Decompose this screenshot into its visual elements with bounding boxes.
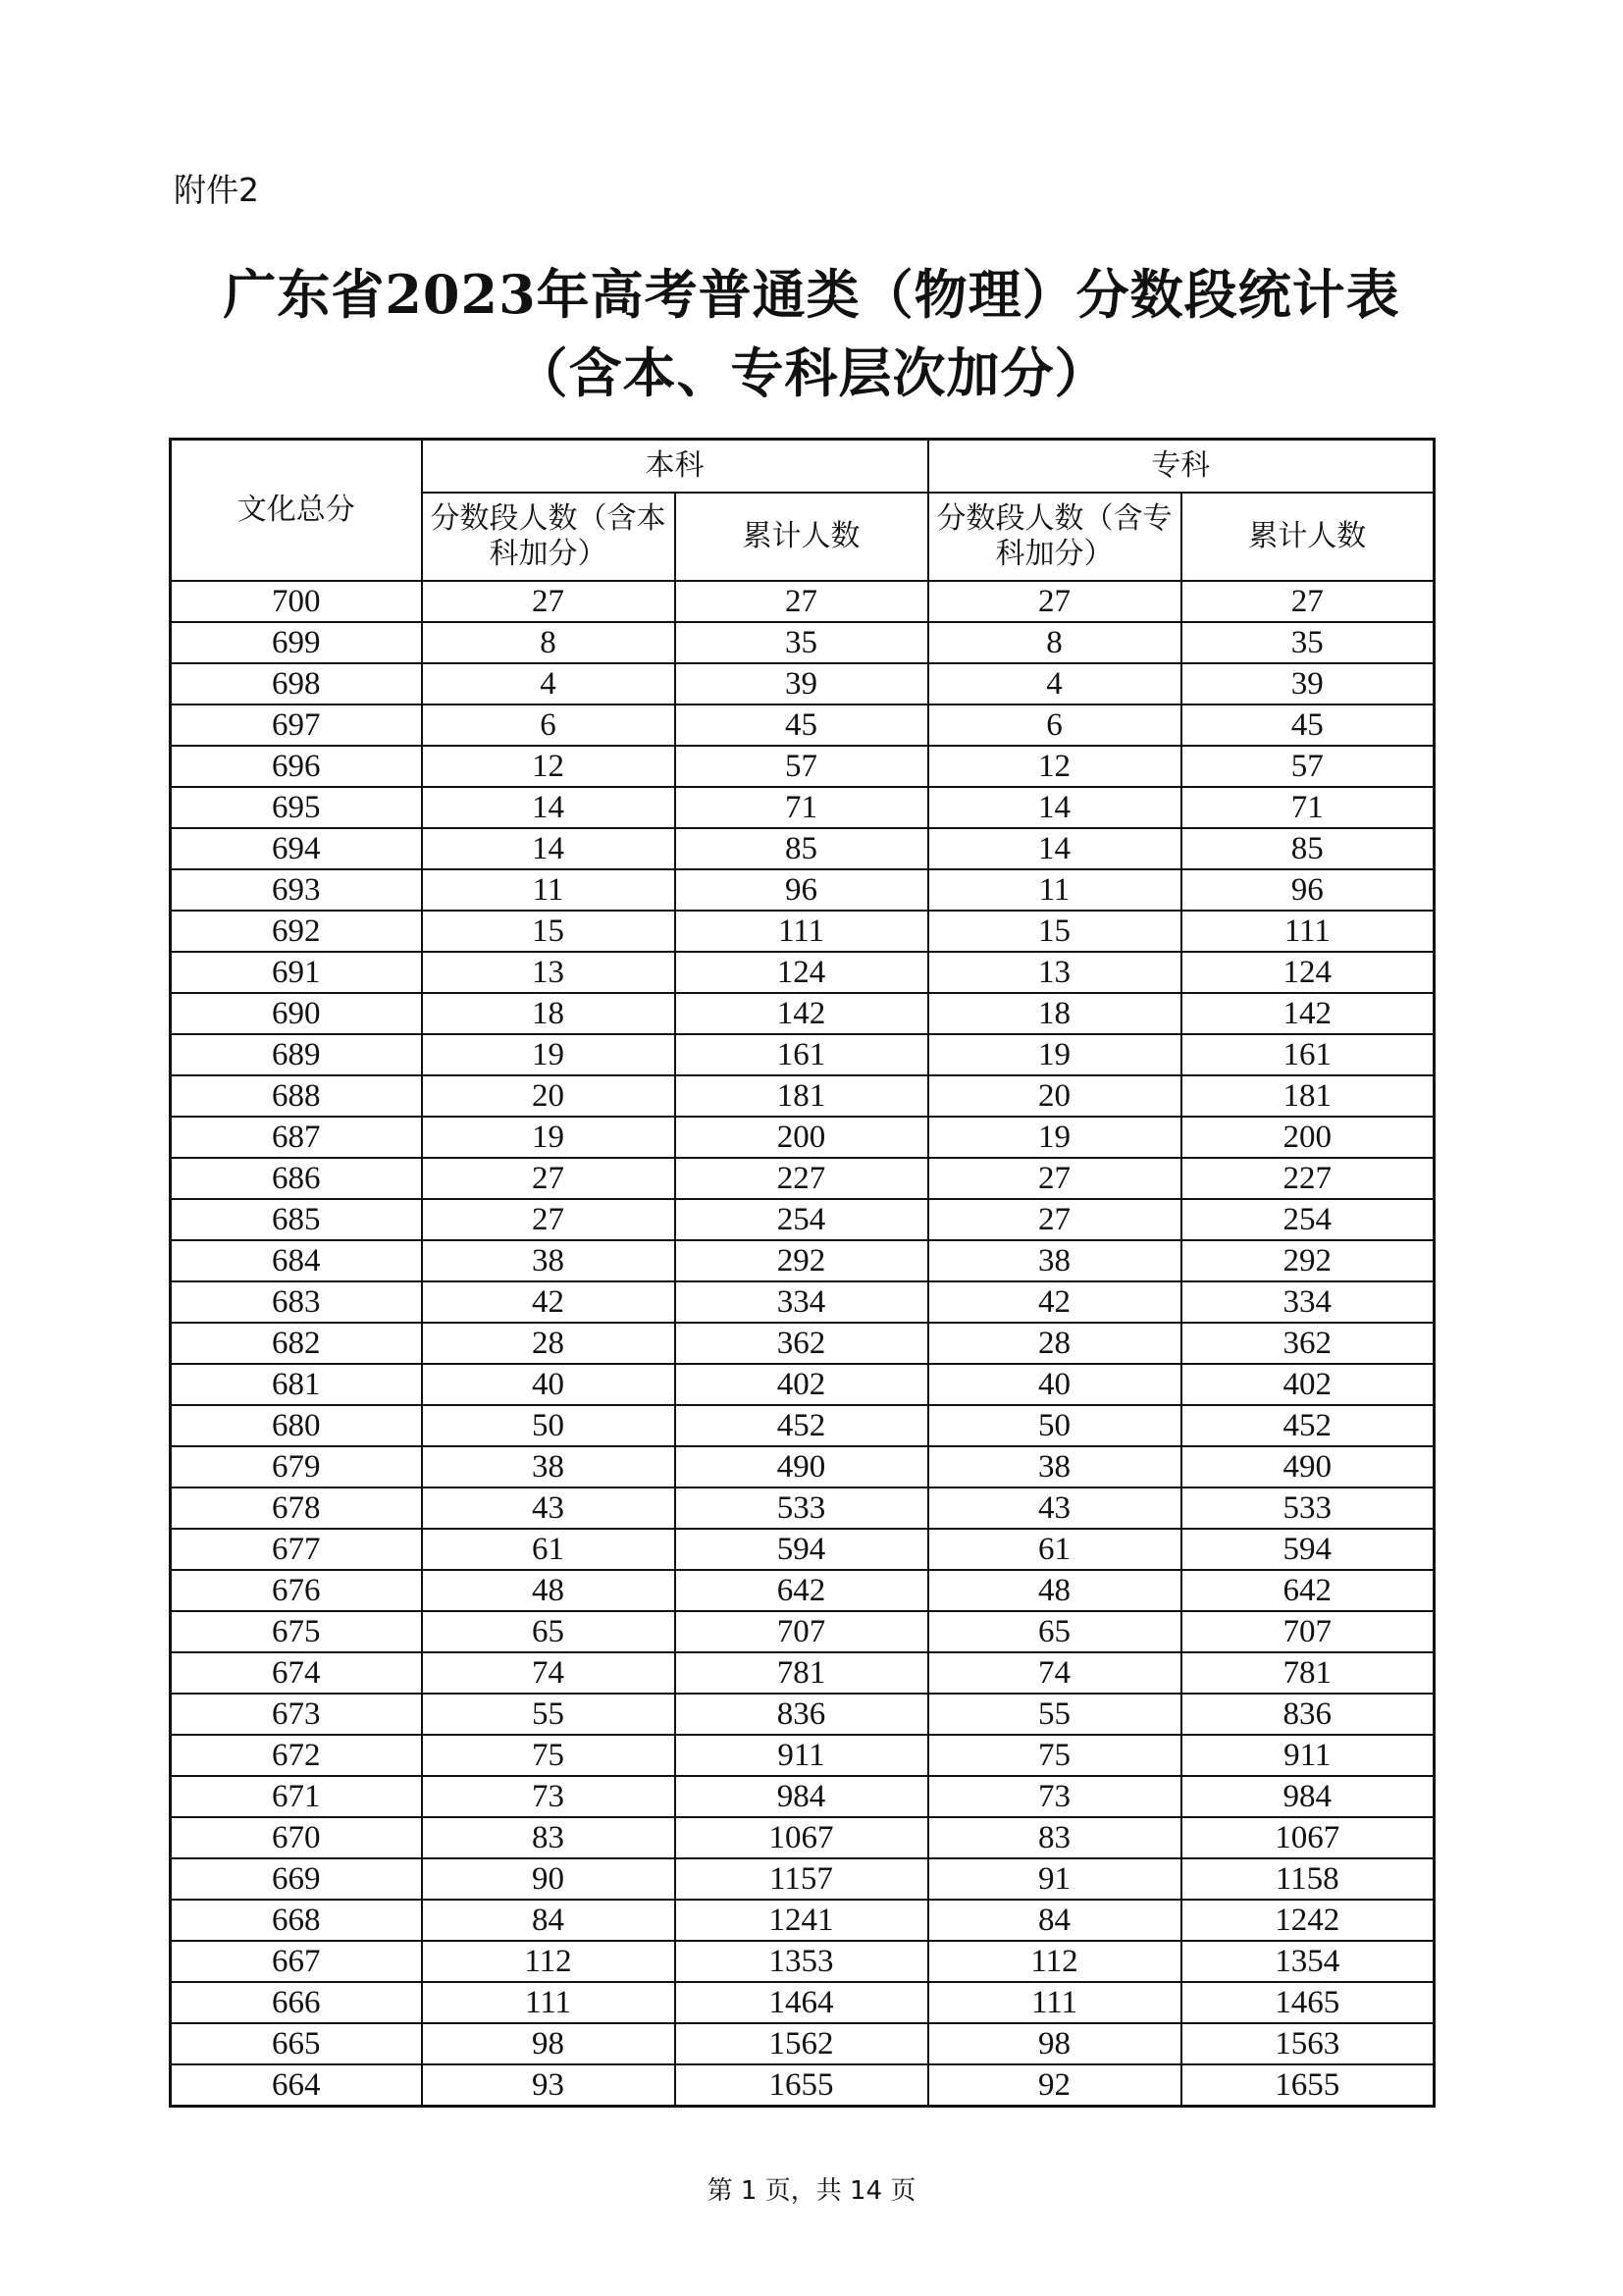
benke-segment-cell: 43	[422, 1487, 675, 1529]
score-cell: 698	[171, 663, 422, 704]
benke-segment-cell: 14	[422, 828, 675, 869]
score-cell: 684	[171, 1240, 422, 1281]
benke-segment-cell: 90	[422, 1858, 675, 1900]
benke-segment-cell: 12	[422, 746, 675, 787]
header-score: 文化总分	[171, 440, 422, 582]
score-cell: 699	[171, 622, 422, 663]
score-cell: 679	[171, 1446, 422, 1487]
score-cell: 666	[171, 1982, 422, 2023]
benke-cumulative-cell: 402	[675, 1364, 928, 1405]
zhuanke-segment-cell: 40	[928, 1364, 1181, 1405]
benke-cumulative-cell: 292	[675, 1240, 928, 1281]
benke-segment-cell: 13	[422, 952, 675, 993]
benke-cumulative-cell: 836	[675, 1694, 928, 1735]
zhuanke-cumulative-cell: 1242	[1181, 1900, 1435, 1941]
attachment-label: 附件2	[174, 171, 259, 209]
benke-cumulative-cell: 1241	[675, 1900, 928, 1941]
zhuanke-segment-cell: 12	[928, 746, 1181, 787]
score-cell: 665	[171, 2023, 422, 2064]
benke-cumulative-cell: 984	[675, 1776, 928, 1817]
zhuanke-cumulative-cell: 71	[1181, 787, 1435, 828]
benke-segment-cell: 4	[422, 663, 675, 704]
zhuanke-segment-cell: 38	[928, 1446, 1181, 1487]
score-cell: 668	[171, 1900, 422, 1941]
table-row	[171, 1240, 1435, 1281]
table-row	[171, 1323, 1435, 1364]
zhuanke-cumulative-cell: 254	[1181, 1199, 1435, 1240]
zhuanke-cumulative-cell: 200	[1181, 1117, 1435, 1158]
benke-cumulative-cell: 362	[675, 1323, 928, 1364]
benke-segment-cell: 6	[422, 704, 675, 746]
zhuanke-cumulative-cell: 57	[1181, 746, 1435, 787]
zhuanke-cumulative-cell: 1067	[1181, 1817, 1435, 1858]
benke-segment-cell: 111	[422, 1982, 675, 2023]
benke-segment-cell: 48	[422, 1570, 675, 1611]
table-row	[171, 1900, 1435, 1941]
benke-cumulative-cell: 142	[675, 993, 928, 1034]
zhuanke-segment-cell: 55	[928, 1694, 1181, 1735]
table-row	[171, 1570, 1435, 1611]
benke-segment-cell: 55	[422, 1694, 675, 1735]
header-group-zhuanke: 专科	[928, 440, 1435, 494]
zhuanke-segment-cell: 19	[928, 1117, 1181, 1158]
benke-segment-cell: 11	[422, 869, 675, 911]
benke-segment-cell: 40	[422, 1364, 675, 1405]
zhuanke-cumulative-cell: 1354	[1181, 1941, 1435, 1982]
benke-cumulative-cell: 27	[675, 581, 928, 622]
benke-segment-cell: 27	[422, 1158, 675, 1199]
benke-cumulative-cell: 452	[675, 1405, 928, 1446]
score-distribution-table	[169, 438, 1436, 2108]
score-cell: 670	[171, 1817, 422, 1858]
score-cell: 695	[171, 787, 422, 828]
benke-segment-cell: 42	[422, 1281, 675, 1323]
table-row	[171, 1982, 1435, 2023]
table-row	[171, 1199, 1435, 1240]
benke-segment-cell: 93	[422, 2064, 675, 2107]
zhuanke-cumulative-cell: 124	[1181, 952, 1435, 993]
table-row	[171, 1652, 1435, 1694]
zhuanke-segment-cell: 98	[928, 2023, 1181, 2064]
benke-segment-cell: 20	[422, 1075, 675, 1117]
benke-cumulative-cell: 111	[675, 911, 928, 952]
zhuanke-cumulative-cell: 27	[1181, 581, 1435, 622]
benke-cumulative-cell: 254	[675, 1199, 928, 1240]
table-row	[171, 1817, 1435, 1858]
zhuanke-cumulative-cell: 642	[1181, 1570, 1435, 1611]
score-cell: 691	[171, 952, 422, 993]
zhuanke-cumulative-cell: 39	[1181, 663, 1435, 704]
table-row	[171, 1446, 1435, 1487]
table-row	[171, 869, 1435, 911]
benke-segment-cell: 112	[422, 1941, 675, 1982]
table-row	[171, 622, 1435, 663]
zhuanke-cumulative-cell: 452	[1181, 1405, 1435, 1446]
zhuanke-cumulative-cell: 227	[1181, 1158, 1435, 1199]
table-row	[171, 663, 1435, 704]
score-cell: 681	[171, 1364, 422, 1405]
benke-segment-cell: 19	[422, 1117, 675, 1158]
zhuanke-cumulative-cell: 1465	[1181, 1982, 1435, 2023]
header-zhuanke-segment: 分数段人数（含专科加分）	[928, 493, 1181, 581]
table-row	[171, 1487, 1435, 1529]
zhuanke-segment-cell: 84	[928, 1900, 1181, 1941]
benke-cumulative-cell: 707	[675, 1611, 928, 1652]
zhuanke-segment-cell: 112	[928, 1941, 1181, 1982]
zhuanke-cumulative-cell: 181	[1181, 1075, 1435, 1117]
benke-segment-cell: 27	[422, 581, 675, 622]
page-subtitle: （含本、专科层次加分）	[514, 341, 1109, 404]
benke-cumulative-cell: 227	[675, 1158, 928, 1199]
zhuanke-segment-cell: 92	[928, 2064, 1181, 2107]
benke-segment-cell: 15	[422, 911, 675, 952]
table-row	[171, 1281, 1435, 1323]
zhuanke-cumulative-cell: 836	[1181, 1694, 1435, 1735]
zhuanke-segment-cell: 83	[928, 1817, 1181, 1858]
benke-cumulative-cell: 334	[675, 1281, 928, 1323]
benke-cumulative-cell: 1562	[675, 2023, 928, 2064]
table-row	[171, 828, 1435, 869]
zhuanke-segment-cell: 27	[928, 1158, 1181, 1199]
header-zhuanke-cumulative: 累计人数	[1181, 493, 1435, 581]
benke-cumulative-cell: 1464	[675, 1982, 928, 2023]
benke-cumulative-cell: 161	[675, 1034, 928, 1075]
zhuanke-cumulative-cell: 594	[1181, 1529, 1435, 1570]
zhuanke-segment-cell: 27	[928, 1199, 1181, 1240]
zhuanke-segment-cell: 61	[928, 1529, 1181, 1570]
zhuanke-segment-cell: 13	[928, 952, 1181, 993]
zhuanke-segment-cell: 8	[928, 622, 1181, 663]
score-cell: 664	[171, 2064, 422, 2107]
benke-cumulative-cell: 781	[675, 1652, 928, 1694]
table-row	[171, 1858, 1435, 1900]
table-row	[171, 1611, 1435, 1652]
zhuanke-segment-cell: 20	[928, 1075, 1181, 1117]
table-row	[171, 1405, 1435, 1446]
score-cell: 687	[171, 1117, 422, 1158]
table-row	[171, 952, 1435, 993]
zhuanke-segment-cell: 91	[928, 1858, 1181, 1900]
zhuanke-segment-cell: 42	[928, 1281, 1181, 1323]
benke-cumulative-cell: 1067	[675, 1817, 928, 1858]
score-cell: 694	[171, 828, 422, 869]
zhuanke-cumulative-cell: 490	[1181, 1446, 1435, 1487]
benke-segment-cell: 98	[422, 2023, 675, 2064]
zhuanke-cumulative-cell: 35	[1181, 622, 1435, 663]
table-row	[171, 787, 1435, 828]
benke-cumulative-cell: 124	[675, 952, 928, 993]
table-body	[171, 581, 1435, 2107]
table-row	[171, 911, 1435, 952]
benke-cumulative-cell: 1655	[675, 2064, 928, 2107]
benke-segment-cell: 38	[422, 1240, 675, 1281]
benke-segment-cell: 18	[422, 993, 675, 1034]
table-row	[171, 704, 1435, 746]
benke-segment-cell: 28	[422, 1323, 675, 1364]
zhuanke-segment-cell: 75	[928, 1735, 1181, 1776]
score-cell: 688	[171, 1075, 422, 1117]
table-row	[171, 1735, 1435, 1776]
zhuanke-cumulative-cell: 1158	[1181, 1858, 1435, 1900]
benke-cumulative-cell: 35	[675, 622, 928, 663]
zhuanke-cumulative-cell: 111	[1181, 911, 1435, 952]
score-cell: 690	[171, 993, 422, 1034]
benke-segment-cell: 8	[422, 622, 675, 663]
table-row	[171, 1364, 1435, 1405]
zhuanke-cumulative-cell: 334	[1181, 1281, 1435, 1323]
zhuanke-segment-cell: 111	[928, 1982, 1181, 2023]
score-cell: 672	[171, 1735, 422, 1776]
header-group-benke: 本科	[422, 440, 928, 494]
benke-segment-cell: 14	[422, 787, 675, 828]
zhuanke-cumulative-cell: 402	[1181, 1364, 1435, 1405]
score-cell: 686	[171, 1158, 422, 1199]
benke-cumulative-cell: 39	[675, 663, 928, 704]
table-row	[171, 581, 1435, 622]
zhuanke-segment-cell: 27	[928, 581, 1181, 622]
benke-segment-cell: 19	[422, 1034, 675, 1075]
benke-segment-cell: 83	[422, 1817, 675, 1858]
zhuanke-segment-cell: 28	[928, 1323, 1181, 1364]
benke-cumulative-cell: 71	[675, 787, 928, 828]
zhuanke-cumulative-cell: 911	[1181, 1735, 1435, 1776]
benke-segment-cell: 61	[422, 1529, 675, 1570]
table-row	[171, 993, 1435, 1034]
table-row	[171, 1158, 1435, 1199]
zhuanke-cumulative-cell: 142	[1181, 993, 1435, 1034]
zhuanke-cumulative-cell: 45	[1181, 704, 1435, 746]
table-row	[171, 2023, 1435, 2064]
benke-segment-cell: 84	[422, 1900, 675, 1941]
benke-segment-cell: 73	[422, 1776, 675, 1817]
benke-segment-cell: 75	[422, 1735, 675, 1776]
zhuanke-segment-cell: 14	[928, 828, 1181, 869]
header-benke-segment: 分数段人数（含本科加分）	[422, 493, 675, 581]
zhuanke-cumulative-cell: 362	[1181, 1323, 1435, 1364]
benke-cumulative-cell: 96	[675, 869, 928, 911]
benke-cumulative-cell: 1157	[675, 1858, 928, 1900]
benke-cumulative-cell: 911	[675, 1735, 928, 1776]
score-cell: 682	[171, 1323, 422, 1364]
benke-cumulative-cell: 1353	[675, 1941, 928, 1982]
benke-cumulative-cell: 45	[675, 704, 928, 746]
score-cell: 692	[171, 911, 422, 952]
benke-cumulative-cell: 85	[675, 828, 928, 869]
benke-segment-cell: 50	[422, 1405, 675, 1446]
score-cell: 669	[171, 1858, 422, 1900]
score-cell: 675	[171, 1611, 422, 1652]
zhuanke-segment-cell: 38	[928, 1240, 1181, 1281]
table-row	[171, 2064, 1435, 2107]
table-row	[171, 1529, 1435, 1570]
benke-cumulative-cell: 642	[675, 1570, 928, 1611]
benke-segment-cell: 74	[422, 1652, 675, 1694]
zhuanke-segment-cell: 50	[928, 1405, 1181, 1446]
header-benke-cumulative: 累计人数	[675, 493, 928, 581]
zhuanke-segment-cell: 73	[928, 1776, 1181, 1817]
benke-cumulative-cell: 533	[675, 1487, 928, 1529]
zhuanke-segment-cell: 43	[928, 1487, 1181, 1529]
table-row	[171, 1117, 1435, 1158]
table-row	[171, 1694, 1435, 1735]
benke-cumulative-cell: 57	[675, 746, 928, 787]
table-row	[171, 1034, 1435, 1075]
zhuanke-segment-cell: 14	[928, 787, 1181, 828]
zhuanke-segment-cell: 6	[928, 704, 1181, 746]
score-cell: 667	[171, 1941, 422, 1982]
benke-segment-cell: 38	[422, 1446, 675, 1487]
benke-segment-cell: 27	[422, 1199, 675, 1240]
table-row	[171, 746, 1435, 787]
zhuanke-segment-cell: 19	[928, 1034, 1181, 1075]
benke-cumulative-cell: 490	[675, 1446, 928, 1487]
zhuanke-segment-cell: 18	[928, 993, 1181, 1034]
score-cell: 680	[171, 1405, 422, 1446]
zhuanke-segment-cell: 65	[928, 1611, 1181, 1652]
benke-segment-cell: 65	[422, 1611, 675, 1652]
table-row	[171, 1776, 1435, 1817]
zhuanke-cumulative-cell: 1563	[1181, 2023, 1435, 2064]
table-row	[171, 1075, 1435, 1117]
zhuanke-segment-cell: 11	[928, 869, 1181, 911]
score-cell: 678	[171, 1487, 422, 1529]
score-cell: 671	[171, 1776, 422, 1817]
score-cell: 676	[171, 1570, 422, 1611]
score-cell: 697	[171, 704, 422, 746]
zhuanke-segment-cell: 74	[928, 1652, 1181, 1694]
page-title: 广东省2023年高考普通类（物理）分数段统计表	[223, 263, 1400, 326]
zhuanke-cumulative-cell: 984	[1181, 1776, 1435, 1817]
zhuanke-cumulative-cell: 96	[1181, 869, 1435, 911]
benke-cumulative-cell: 200	[675, 1117, 928, 1158]
benke-cumulative-cell: 181	[675, 1075, 928, 1117]
zhuanke-cumulative-cell: 161	[1181, 1034, 1435, 1075]
benke-cumulative-cell: 594	[675, 1529, 928, 1570]
zhuanke-cumulative-cell: 533	[1181, 1487, 1435, 1529]
score-cell: 673	[171, 1694, 422, 1735]
score-cell: 689	[171, 1034, 422, 1075]
zhuanke-cumulative-cell: 781	[1181, 1652, 1435, 1694]
zhuanke-cumulative-cell: 1655	[1181, 2064, 1435, 2107]
score-cell: 677	[171, 1529, 422, 1570]
page-footer: 第 1 页，共 14 页	[707, 2176, 916, 2206]
score-cell: 700	[171, 581, 422, 622]
score-cell: 683	[171, 1281, 422, 1323]
score-cell: 693	[171, 869, 422, 911]
zhuanke-segment-cell: 4	[928, 663, 1181, 704]
zhuanke-segment-cell: 48	[928, 1570, 1181, 1611]
zhuanke-cumulative-cell: 85	[1181, 828, 1435, 869]
zhuanke-cumulative-cell: 292	[1181, 1240, 1435, 1281]
table-row	[171, 1941, 1435, 1982]
zhuanke-cumulative-cell: 707	[1181, 1611, 1435, 1652]
score-cell: 674	[171, 1652, 422, 1694]
zhuanke-segment-cell: 15	[928, 911, 1181, 952]
score-cell: 696	[171, 746, 422, 787]
score-cell: 685	[171, 1199, 422, 1240]
